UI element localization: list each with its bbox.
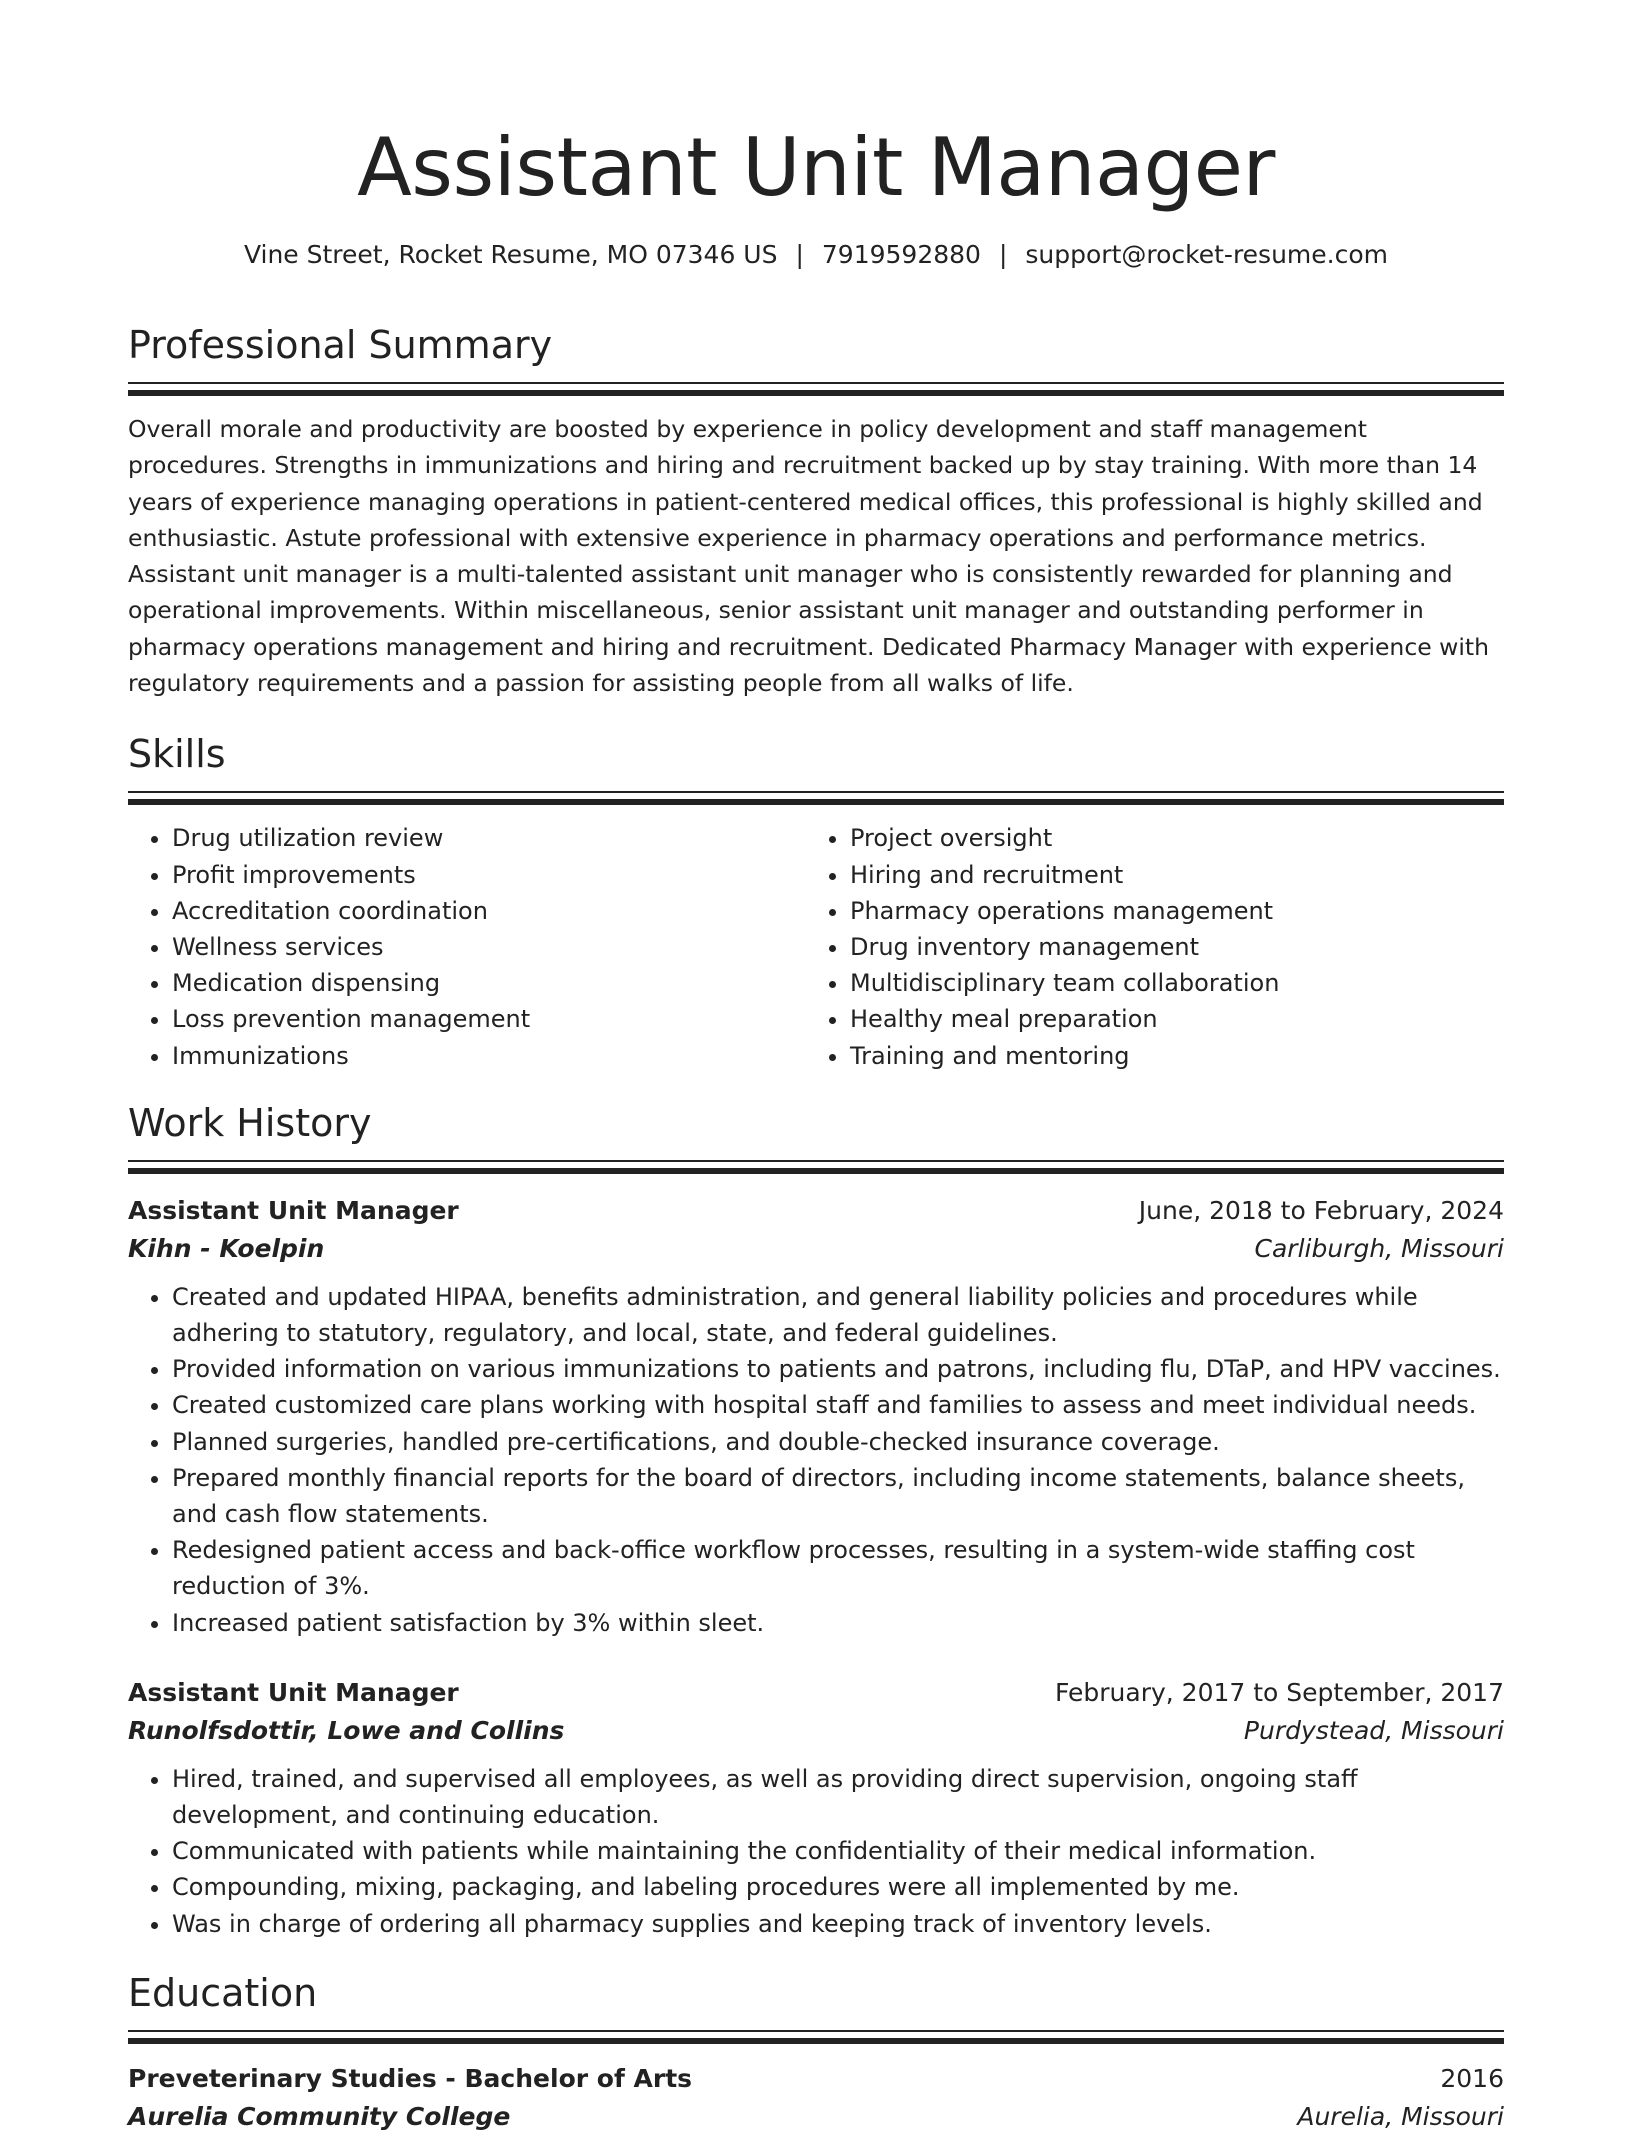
resume-page (128, 0, 1504, 2137)
section-divider (128, 382, 1504, 397)
skill-item: • Project oversight (850, 820, 1484, 856)
job-header (128, 1675, 1504, 1711)
job-bullet: • Redesigned patient access and back-office workflow processes, resulting in a system-wide staffing cost reduction of 3%. (172, 1532, 1504, 1604)
education-entry (128, 2061, 1504, 2137)
job-bullet: • Provided information on various immunizations to patients and patrons, including flu, DTaP, and HPV vaccines. (172, 1351, 1504, 1387)
section-title-education: Education (128, 1970, 318, 2015)
education-degree: Preveterinary Studies - Bachelor of Arts (128, 2063, 693, 2093)
skill-item: • Drug inventory management (850, 929, 1484, 965)
section-divider (128, 2030, 1504, 2045)
section-title-skills: Skills (128, 732, 226, 777)
education-header (128, 2061, 1504, 2097)
summary-text: Overall morale and productivity are boosted by experience in policy development and staff management procedures. Strengths in immunizations and hiring and recruitment backed up by stay training. With more than 14 years of experience managing operations in patient-centered medical offices, this professional is highly skilled and enthusiastic. Astute professional with extensive experience in pharmacy operations and performance metrics. Assistant unit manager is a multi-talented assistant unit manager who is consistently rewarded for planning and operational improvements. Within miscellaneous, senior assistant unit manager and outstanding performer in pharmacy operations management and hiring and recruitment. Dedicated Pharmacy Manager with experience with regulatory requirements and a passion for assisting people from all walks of life. (128, 415, 1490, 698)
section-divider (128, 791, 1504, 806)
skill-item: • Accreditation coordination (172, 893, 806, 929)
skill-item: • Immunizations (172, 1038, 806, 1074)
job-entry (128, 1193, 1504, 1641)
section-title-summary: Professional Summary (128, 323, 553, 367)
section-title-work: Work History (128, 1100, 372, 1145)
skills-list-left (128, 820, 806, 1073)
contact-phone: 7919592880 (821, 240, 981, 269)
job-entry (128, 1675, 1504, 1942)
skill-item: • Wellness services (172, 929, 806, 965)
job-bullet: • Hired, trained, and supervised all employees, as well as providing direct supervision, ongoing staff development, and continuing education. (172, 1761, 1504, 1833)
contact-separator: | (795, 240, 804, 269)
education-school: Aurelia Community College (128, 2101, 511, 2131)
skills-list-right (806, 820, 1484, 1073)
skill-item: • Drug utilization review (172, 820, 806, 856)
job-subheader (128, 1711, 1504, 1751)
section-divider (128, 1160, 1504, 1175)
skill-item: • Loss prevention management (172, 1001, 806, 1037)
job-subheader (128, 1229, 1504, 1269)
work-history-section (128, 1098, 1504, 1942)
skills-section (128, 729, 1504, 1073)
job-bullets (128, 1279, 1504, 1641)
job-company: Runolfsdottir, Lowe and Collins (128, 1715, 565, 1745)
job-bullet: • Compounding, mixing, packaging, and labeling procedures were all implemented by me. (172, 1869, 1504, 1905)
job-bullet: • Created and updated HIPAA, benefits administration, and general liability policies and procedures while adhering to statutory, regulatory, and local, state, and federal guidelines. (172, 1279, 1504, 1351)
skill-item: • Profit improvements (172, 857, 806, 893)
job-bullet: • Planned surgeries, handled pre-certifications, and double-checked insurance coverage. (172, 1424, 1504, 1460)
skill-item: • Multidisciplinary team collaboration (850, 965, 1484, 1001)
job-bullets (128, 1761, 1504, 1942)
skill-item: • Hiring and recruitment (850, 857, 1484, 893)
job-bullet: • Was in charge of ordering all pharmacy supplies and keeping track of inventory levels. (172, 1906, 1504, 1942)
job-location: Purdystead, Missouri (1243, 1715, 1504, 1745)
contact-address: Vine Street, Rocket Resume, MO 07346 US (243, 240, 778, 269)
job-location: Carliburgh, Missouri (1254, 1233, 1504, 1263)
education-subheader (128, 2097, 1504, 2137)
contact-email: support@rocket-resume.com (1025, 240, 1389, 269)
education-section (128, 1968, 1504, 2137)
skills-columns (128, 820, 1504, 1073)
job-bullet: • Increased patient satisfaction by 3% within sleet. (172, 1605, 1504, 1641)
skill-item: • Medication dispensing (172, 965, 806, 1001)
job-bullet: • Created customized care plans working with hospital staff and families to assess and meet individual needs. (172, 1387, 1504, 1423)
job-title: Assistant Unit Manager (128, 1677, 459, 1707)
job-bullet: • Communicated with patients while maintaining the confidentiality of their medical information. (172, 1833, 1504, 1869)
job-title: Assistant Unit Manager (128, 1195, 459, 1225)
resume-name: Assistant Unit Manager (357, 121, 1275, 214)
job-company: Kihn - Koelpin (128, 1233, 325, 1263)
skill-item: • Healthy meal preparation (850, 1001, 1484, 1037)
job-dates: June, 2018 to February, 2024 (1138, 1195, 1504, 1225)
job-header (128, 1193, 1504, 1229)
summary-section (128, 320, 1504, 701)
job-dates: February, 2017 to September, 2017 (1055, 1677, 1504, 1707)
job-bullet: • Prepared monthly financial reports for the board of directors, including income statements, balance sheets, and cash flow statements. (172, 1460, 1504, 1532)
contact-line (128, 238, 1504, 272)
skill-item: • Training and mentoring (850, 1038, 1484, 1074)
education-year: 2016 (1440, 2063, 1504, 2093)
education-location: Aurelia, Missouri (1297, 2101, 1504, 2131)
contact-separator: | (998, 240, 1008, 269)
skill-item: • Pharmacy operations management (850, 893, 1484, 929)
